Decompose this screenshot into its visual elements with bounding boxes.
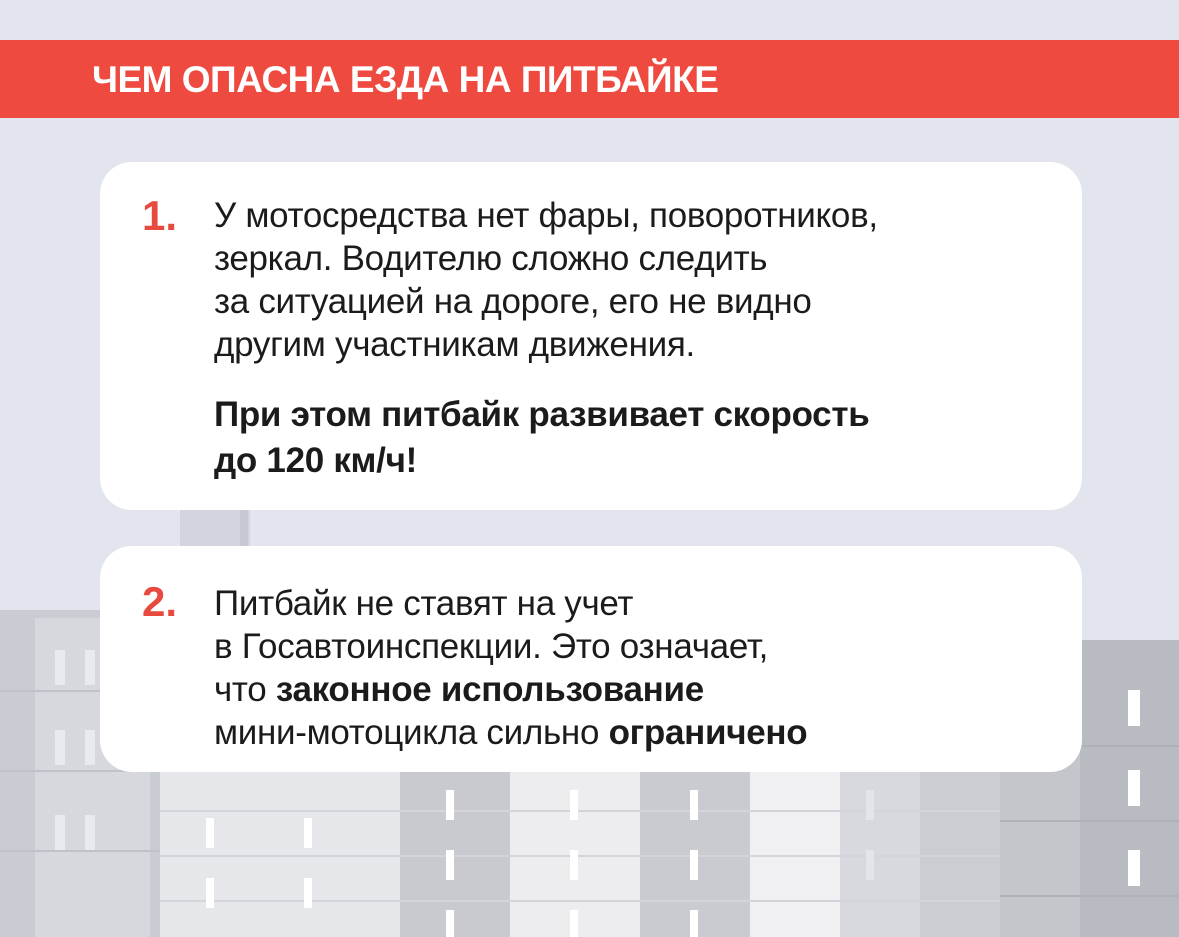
text-segment: мини-мотоцикла сильно [214, 713, 609, 752]
text-segment: что [214, 670, 276, 709]
text-line: другим участникам движения. [214, 325, 695, 364]
title-banner [0, 40, 1179, 118]
text-line: Питбайк не ставят на учет [214, 584, 634, 623]
fact-card-1 [100, 162, 1082, 510]
text-line [214, 711, 807, 754]
text-line [214, 668, 807, 711]
fact-card-2 [100, 546, 1082, 772]
warning-line: При этом питбайк развивает скорость [214, 395, 870, 434]
fact-text [214, 582, 807, 754]
bold-segment: законное использование [275, 670, 704, 709]
warning-line: до 120 км/ч! [214, 441, 417, 480]
text-line: в Госавтоинспекции. Это означает, [214, 627, 769, 666]
item-number: 2. [142, 578, 178, 625]
item-number: 1. [142, 192, 178, 239]
text-line: за ситуацией на дороге, его не видно [214, 282, 812, 321]
page-title: ЧЕМ ОПАСНА ЕЗДА НА ПИТБАЙКЕ [92, 59, 719, 100]
text-line: У мотосредства нет фары, поворотников, [214, 196, 878, 235]
fact-text [214, 194, 878, 366]
text-line: зеркал. Водителю сложно следить [214, 239, 768, 278]
bold-segment: ограничено [608, 713, 808, 752]
speed-warning [214, 392, 869, 484]
